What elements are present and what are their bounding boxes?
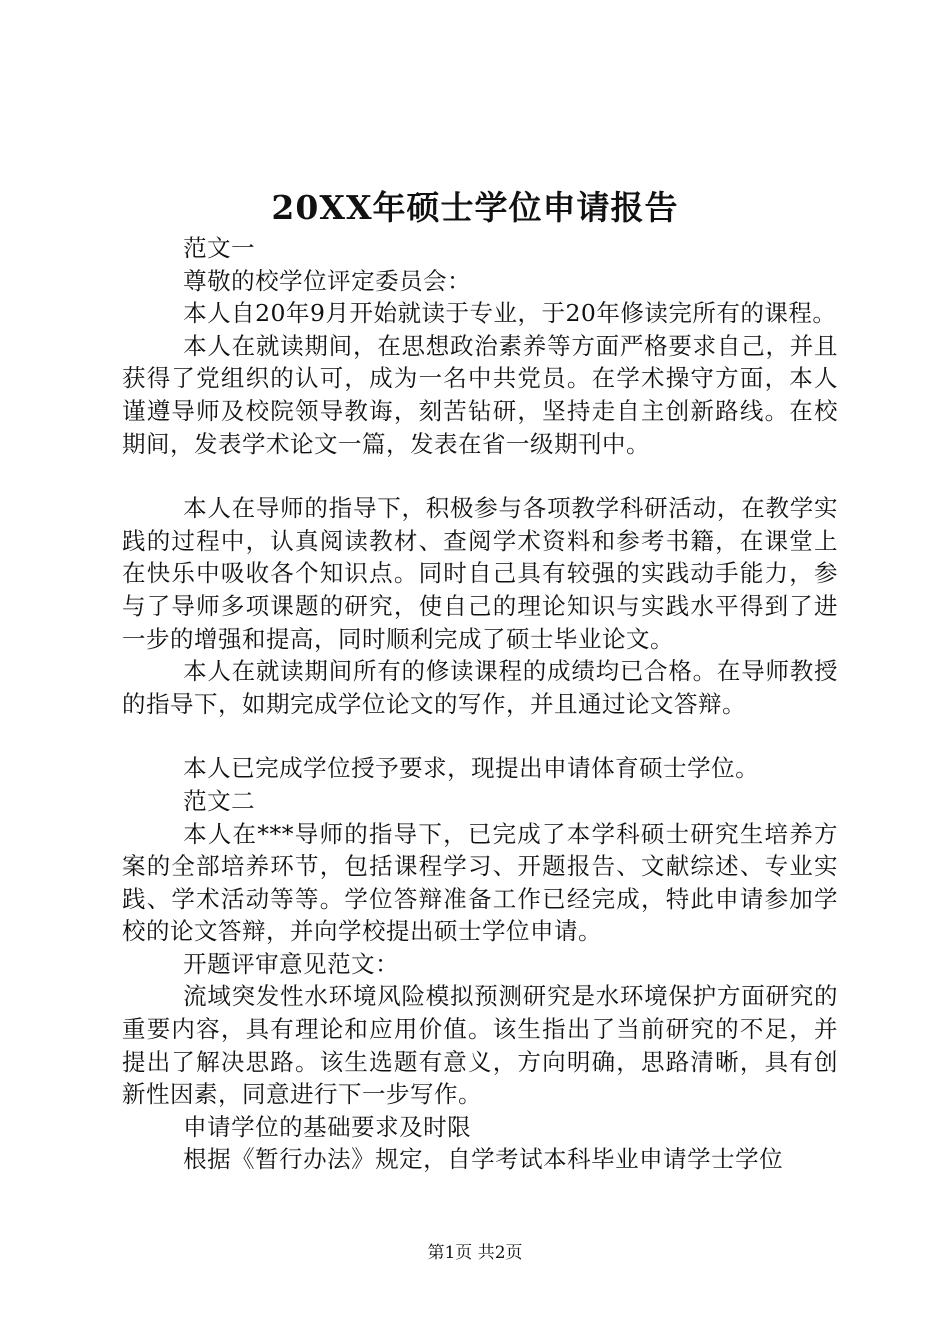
paragraph-application: 本人已完成学位授予要求，现提出申请体育硕士学位。 [183, 754, 760, 783]
document-title: 20XX年硕士学位申请报告 [271, 188, 679, 227]
paragraph-enrollment: 本人自20年9月开始就读于专业，于20年修读完所有的课程。 [183, 299, 837, 328]
paragraph-regulations: 根据《暂行办法》规定，自学考试本科毕业申请学士学位 [183, 1145, 784, 1174]
paragraph-spacer [122, 720, 838, 752]
paragraph-sample-two-heading: 范文二 [183, 786, 256, 815]
paragraph-sample-one-heading: 范文一 [183, 234, 256, 262]
paragraph-salutation: 尊敬的校学位评定委员会： [183, 266, 472, 295]
page-number-footer: 第1页 共2页 [427, 1243, 523, 1263]
document-body [122, 232, 838, 1176]
paragraph-supervisor: 本人在***导师的指导下，已完成了本学科硕士研究生培养方案的全部培养环节，包括课程学习、开题报告、文献综述、专业实践、学术活动等等。学位答辩准备工作已经完成，特此申请参加学校的论文答辩，并向学校提出硕士学位申请。 [122, 819, 838, 946]
paragraph-requirements-heading: 申请学位的基础要求及时限 [183, 1112, 472, 1141]
paragraph-spacer [122, 460, 838, 492]
paragraph-conduct: 本人在就读期间，在思想政治素养等方面严格要求自己，并且获得了党组织的认可，成为一名中共党员。在学术操守方面，本人谨遵导师及校院领导教诲，刻苦钻研，坚持走自主创新路线。在校期间，发表学术论文一篇，发表在省一级期刊中。 [122, 331, 838, 458]
paragraph-courses: 本人在就读期间所有的修读课程的成绩均已合格。在导师教授的指导下，如期完成学位论文的写作，并且通过论文答辩。 [122, 657, 838, 718]
paragraph-review-opinion: 流域突发性水环境风险模拟预测研究是水环境保护方面研究的重要内容，具有理论和应用价值。该生指出了当前研究的不足，并提出了解决思路。该生选题有意义，方向明确，思路清晰，具有创新性因素，同意进行下一步写作。 [122, 982, 838, 1109]
paragraph-research: 本人在导师的指导下，积极参与各项教学科研活动，在教学实践的过程中，认真阅读教材、查阅学术资料和参考书籍，在课堂上在快乐中吸收各个知识点。同时自己具有较强的实践动手能力，参与了导师多项课题的研究，使自己的理论知识与实践水平得到了进一步的增强和提高，同时顺利完成了硕士毕业论文。 [122, 494, 838, 653]
paragraph-review-heading: 开题评审意见范文： [183, 949, 400, 978]
